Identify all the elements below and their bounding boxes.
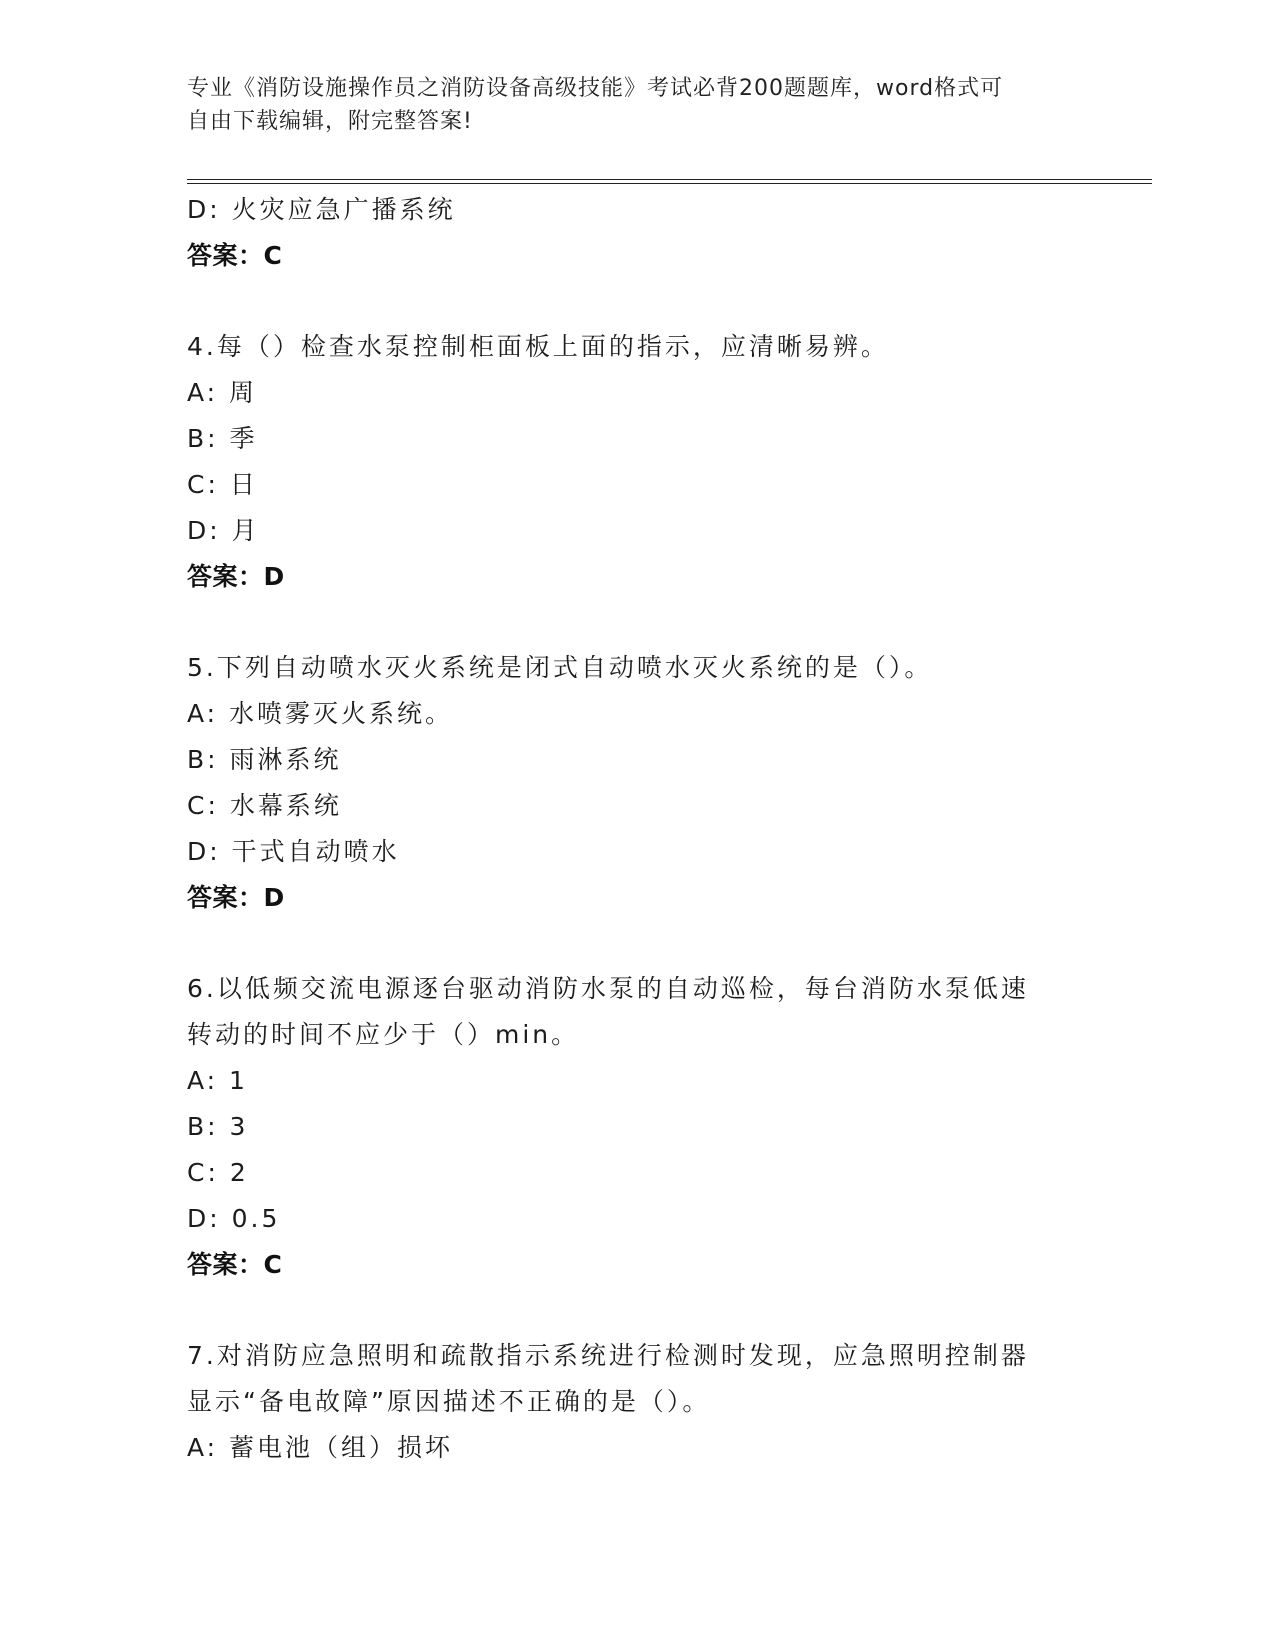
q5-answer: 答案：D <box>187 883 285 912</box>
question-4-text: 4.每（）检查水泵控制柜面板上面的指示，应清晰易辨。 <box>187 332 889 361</box>
q6-line-2: 转动的时间不应少于（）min。 <box>187 1020 580 1049</box>
q6-option-a: A: 1 <box>187 1066 248 1095</box>
spacer <box>187 279 1087 324</box>
q6-line-1: 6.以低频交流电源逐台驱动消防水泵的自动巡检，每台消防水泵低速 <box>187 974 1029 1003</box>
document-body <box>187 187 1087 1471</box>
q7-option-a: A: 蓄电池（组）损坏 <box>187 1433 454 1462</box>
document-header <box>187 72 1067 138</box>
spacer <box>187 600 1087 645</box>
spacer <box>187 921 1087 966</box>
q7-line-1: 7.对消防应急照明和疏散指示系统进行检测时发现，应急照明控制器 <box>187 1341 1029 1370</box>
question-7-text <box>187 1333 1067 1425</box>
question-5-text: 5.下列自动喷水灭火系统是闭式自动喷水灭火系统的是（）。 <box>187 653 933 682</box>
header-line-1: 专业《消防设施操作员之消防设备高级技能》考试必背200题题库，word格式可 <box>187 76 1004 101</box>
option-d: D: 火灾应急广播系统 <box>187 195 456 224</box>
question-6-text <box>187 966 1067 1058</box>
q4-option-d: D: 月 <box>187 516 260 545</box>
header-divider-top <box>187 179 1152 180</box>
q4-option-a: A: 周 <box>187 378 258 407</box>
q5-option-a: A: 水喷雾灭火系统。 <box>187 699 454 728</box>
q5-option-b: B: 雨淋系统 <box>187 745 342 774</box>
q6-option-b: B: 3 <box>187 1112 249 1141</box>
q6-option-c: C: 2 <box>187 1158 249 1187</box>
q4-option-b: B: 季 <box>187 424 258 453</box>
q7-line-2: 显示“备电故障”原因描述不正确的是（）。 <box>187 1387 711 1416</box>
spacer <box>187 1288 1087 1333</box>
q5-option-d: D: 干式自动喷水 <box>187 837 400 866</box>
q6-answer: 答案：C <box>187 1250 283 1279</box>
q4-answer: 答案：D <box>187 562 285 591</box>
q5-option-c: C: 水幕系统 <box>187 791 342 820</box>
q4-option-c: C: 日 <box>187 470 258 499</box>
header-divider-bottom <box>187 183 1152 184</box>
q6-option-d: D: 0.5 <box>187 1204 281 1233</box>
header-line-2: 自由下载编辑，附完整答案! <box>187 109 473 134</box>
answer-line: 答案：C <box>187 241 283 270</box>
